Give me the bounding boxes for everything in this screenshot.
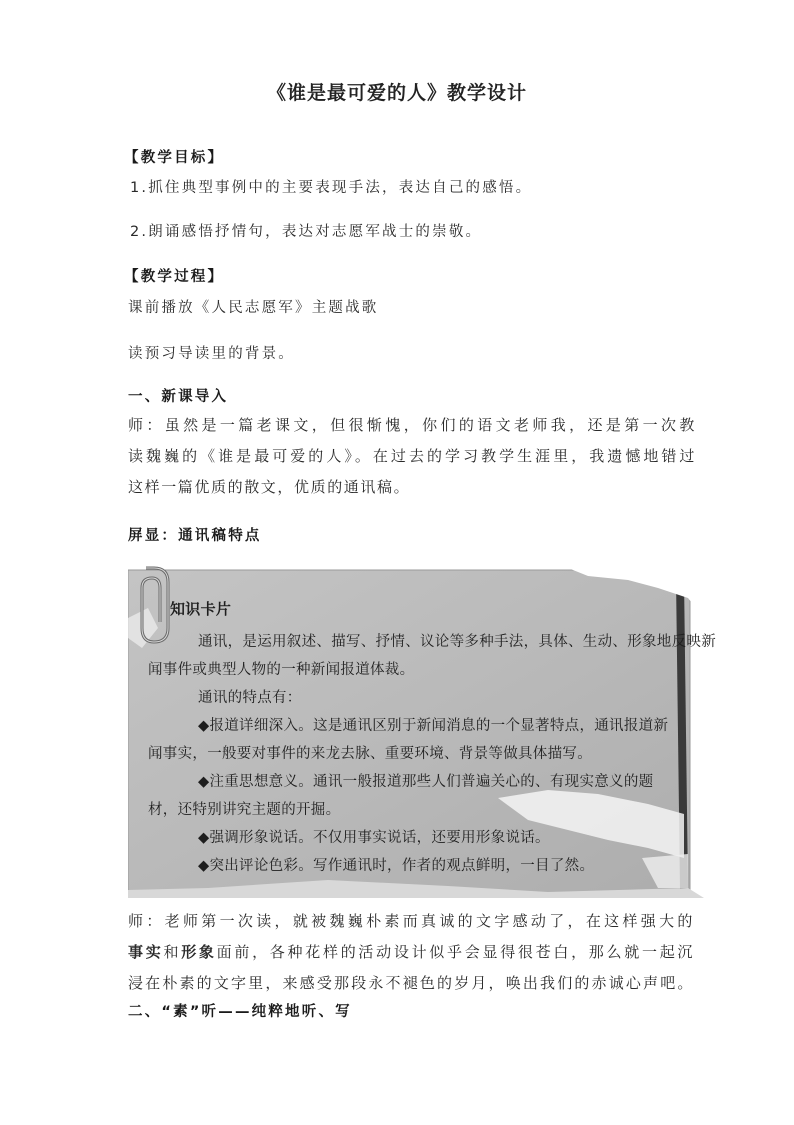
card-line: ◆强调形象说话。不仅用事实说话，还要用形象说话。 <box>198 830 550 846</box>
teacher-paragraph-1 <box>128 410 696 503</box>
card-line: ◆注重思想意义。通讯一般报道那些人们普遍关心的、有现实意义的题 <box>198 774 654 790</box>
emphasis-image: 形象 <box>181 943 217 961</box>
process-line-2: 读预习导读里的背景。 <box>128 346 295 362</box>
card-heading: 知识卡片 <box>170 600 232 618</box>
paragraph-line: 这样一篇优质的散文，优质的通讯稿。 <box>128 478 411 496</box>
goals-heading: 【教学目标】 <box>124 150 225 166</box>
goal-2: 2.朗诵感悟抒情句，表达对志愿军战士的崇敬。 <box>130 224 483 240</box>
goal-1: 1.抓住典型事例中的主要表现手法，表达自己的感悟。 <box>130 180 533 196</box>
paragraph-line-mixed <box>128 937 694 968</box>
card-line: 材，还特别讲究主题的开掘。 <box>148 802 341 818</box>
emphasis-fact: 事实 <box>128 943 164 961</box>
paragraph-line: 师：老师第一次读，就被魏巍朴素而真诚的文字感动了，在这样强大的 <box>128 912 694 930</box>
section-1-heading: 一、新课导入 <box>128 389 229 405</box>
card-line: 闻事件或典型人物的一种新闻报道体裁。 <box>148 662 415 678</box>
paragraph-line: 师：虽然是一篇老课文，但很惭愧，你们的语文老师我，还是第一次教 <box>128 416 696 434</box>
knowledge-card-photo <box>128 558 716 898</box>
card-line: 闻事实，一般要对事件的来龙去脉、重要环境、背景等做具体描写。 <box>148 746 592 762</box>
connector-text: 和 <box>163 943 182 961</box>
paragraph-line: 浸在朴素的文字里，来感受那段永不褪色的岁月，唤出我们的赤诚心声吧。 <box>128 974 694 992</box>
card-line: 通讯，是运用叙述、描写、抒情、议论等多种手法，具体、生动、形象地反映新 <box>198 634 716 650</box>
paragraph-text: 面前，各种花样的活动设计似乎会显得很苍白，那么就一起沉 <box>216 943 695 961</box>
section-2-heading: 二、“素”听——纯粹地听、写 <box>128 1004 352 1020</box>
process-line-1: 课前播放《人民志愿军》主题战歌 <box>128 300 379 316</box>
teacher-paragraph-2 <box>128 906 694 999</box>
page-title: 《谁是最可爱的人》教学设计 <box>266 82 527 104</box>
paragraph-line: 读魏巍的《谁是最可爱的人》。在过去的学习教学生涯里，我遗憾地错过 <box>128 447 696 465</box>
card-line: ◆报道详细深入。这是通讯区别于新闻消息的一个显著特点，通讯报道新 <box>198 718 669 734</box>
card-line: 通讯的特点有： <box>198 690 302 706</box>
card-line: ◆突出评论色彩。写作通讯时，作者的观点鲜明，一目了然。 <box>198 858 595 874</box>
screen-label: 屏显：通讯稿特点 <box>128 528 262 544</box>
process-heading: 【教学过程】 <box>124 269 225 285</box>
